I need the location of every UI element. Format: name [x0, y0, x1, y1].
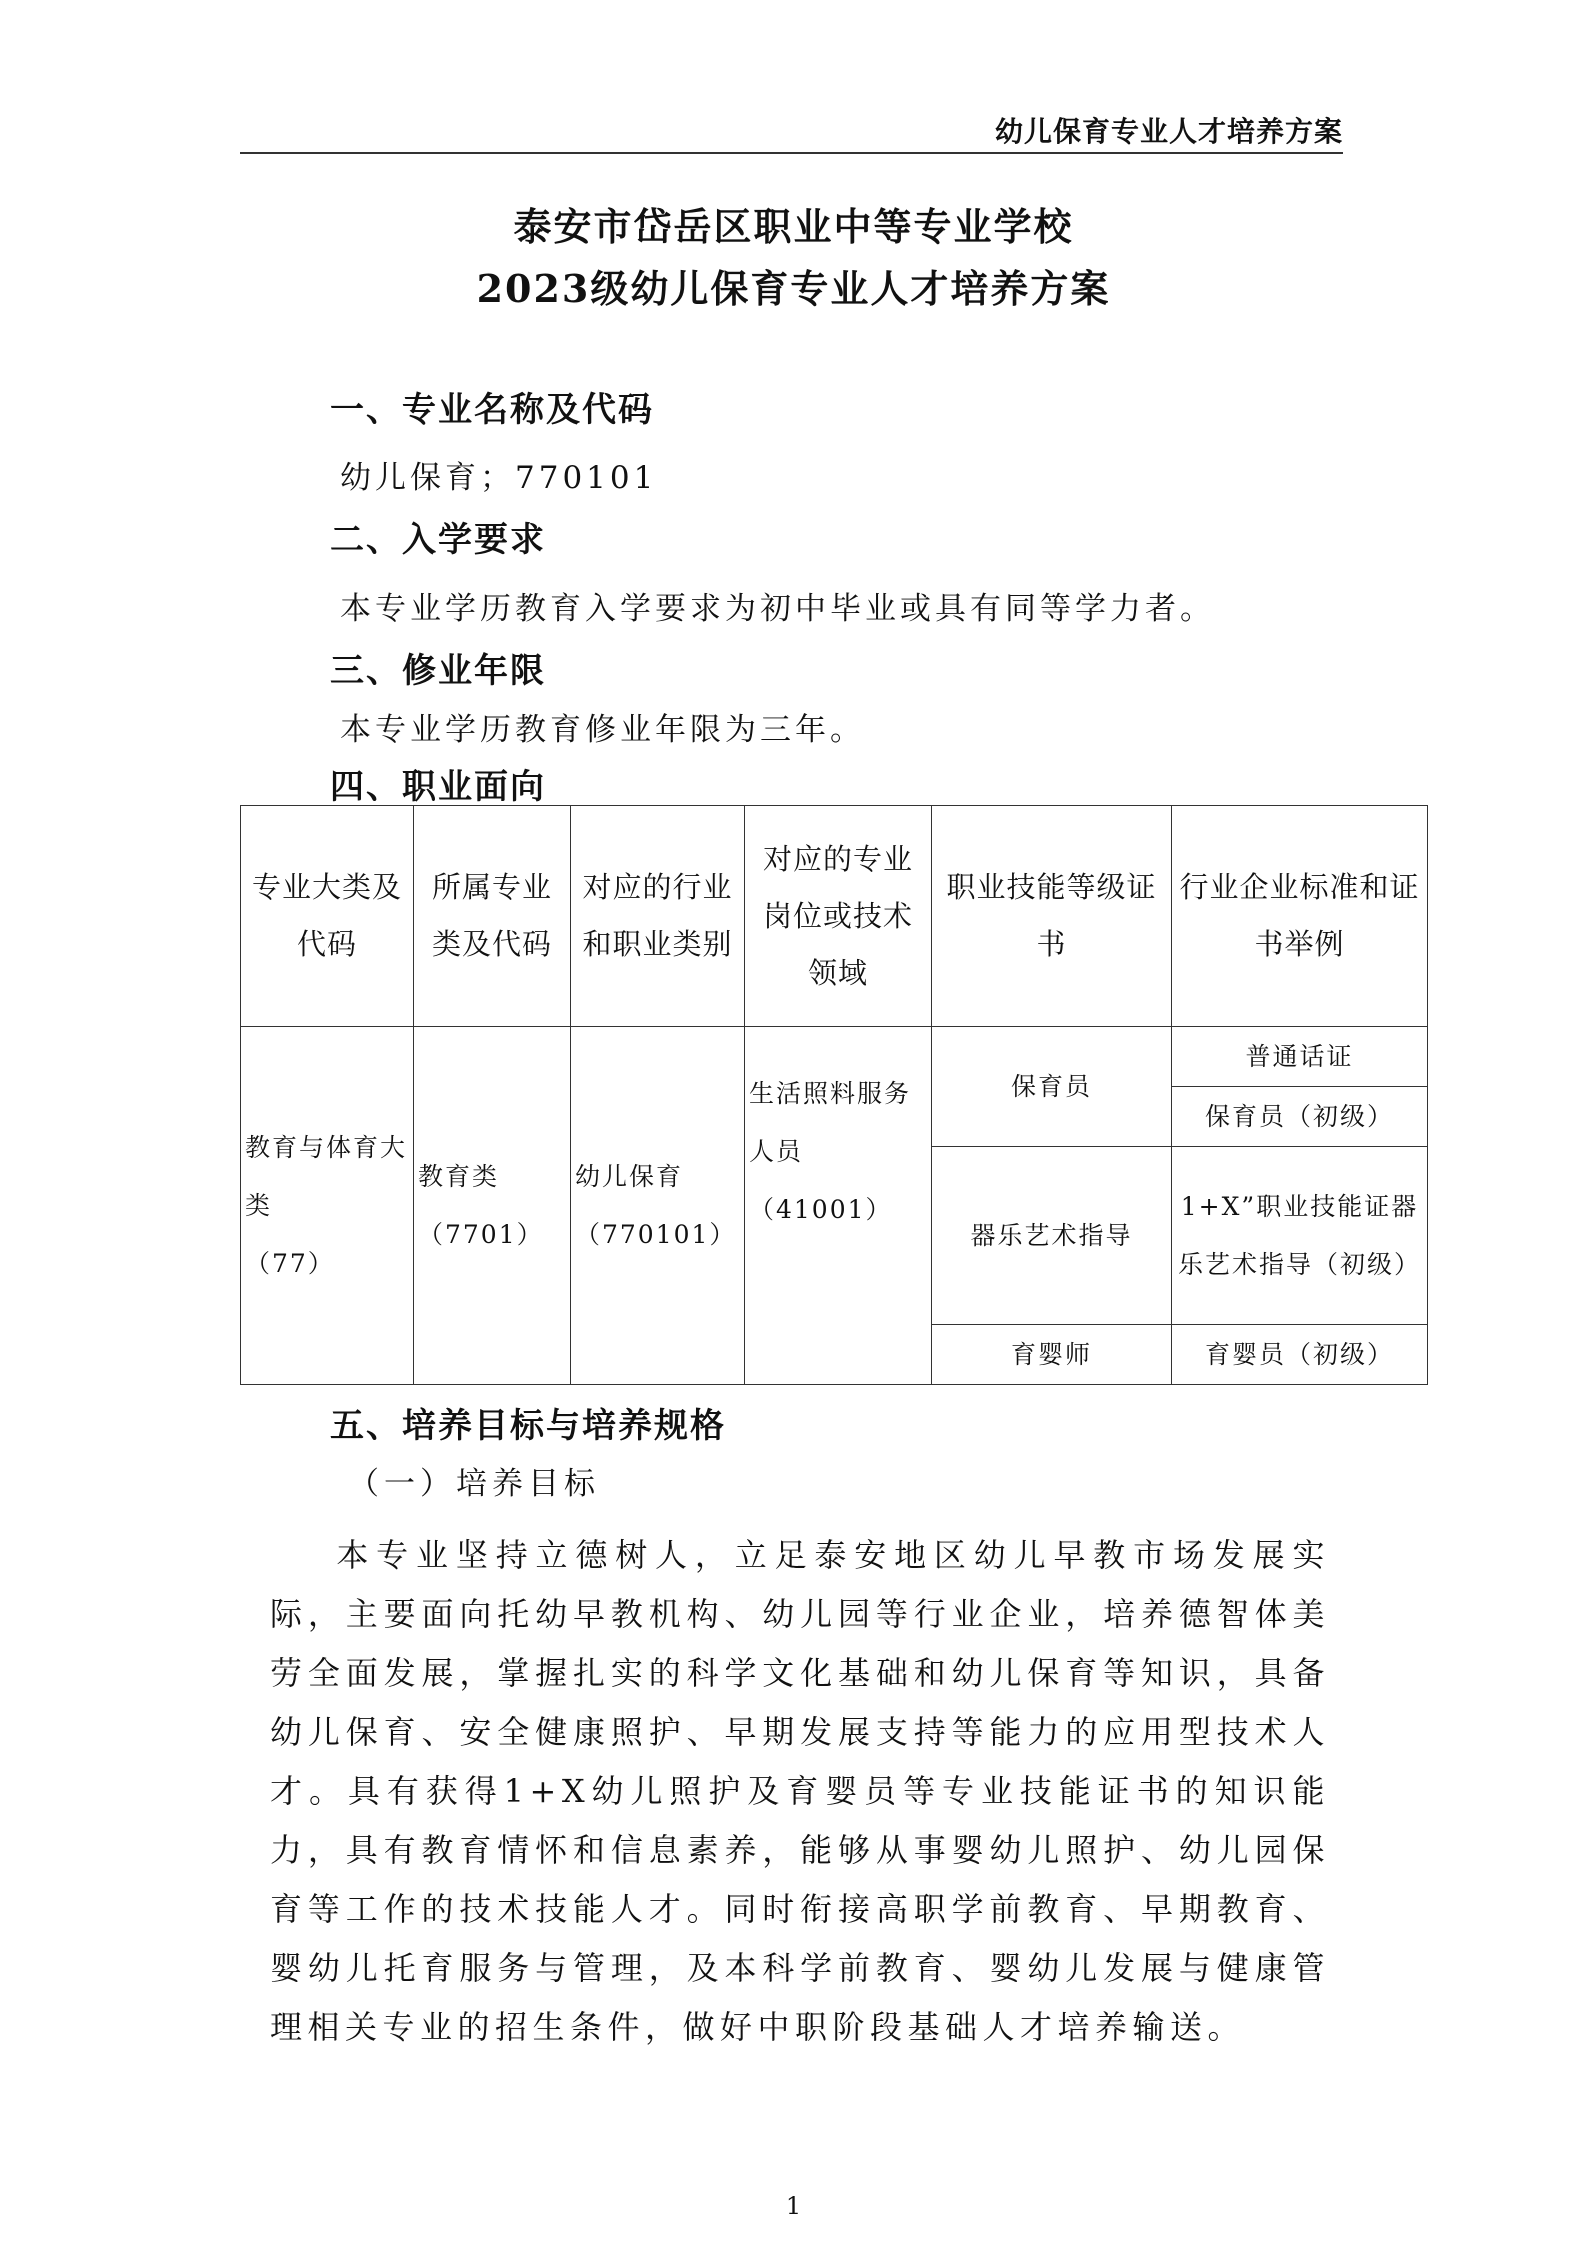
document-title-line2: 2023级幼儿保育专业人才培养方案	[476, 266, 1111, 311]
training-objective-paragraph	[270, 1526, 1330, 2057]
occupation-name: 生活照料服务人员	[749, 1079, 912, 1166]
skill-certificate-cell: 保育员	[932, 1027, 1172, 1147]
document-title-line1: 泰安市岱岳区职业中等专业学校	[513, 204, 1074, 249]
major-category-cell	[241, 1027, 414, 1385]
table-header-cell: 行业企业标准和证书举例	[1172, 806, 1428, 1027]
occupation-cell	[745, 1027, 932, 1385]
running-header-title: 幼儿保育专业人才培养方案	[994, 115, 1343, 148]
occupation-code: （41001）	[749, 1195, 893, 1224]
section-5-subheading: （一）培养目标	[348, 1466, 600, 1502]
major-class-cell	[414, 1027, 571, 1385]
skill-certificate-cell: 育婴师	[932, 1325, 1172, 1385]
running-header	[240, 108, 1343, 154]
table-header-cell: 对应的行业和职业类别	[571, 806, 745, 1027]
certificate-example-cell: 保育员（初级）	[1172, 1087, 1428, 1147]
section-5-heading: 五、培养目标与培养规格	[330, 1406, 726, 1446]
industry-cell	[571, 1027, 745, 1385]
section-3-text: 本专业学历教育修业年限为三年。	[340, 712, 865, 748]
major-category-code: （77）	[245, 1248, 335, 1278]
table-header-row	[241, 806, 1428, 1027]
table-header-cell: 职业技能等级证书	[932, 806, 1172, 1027]
section-2-text: 本专业学历教育入学要求为初中毕业或具有同等学力者。	[340, 591, 1215, 627]
training-objective-text: 本专业坚持立德树人，立足泰安地区幼儿早教市场发展实际，主要面向托幼早教机构、幼儿园等行业企业，培养德智体美劳全面发展，掌握扎实的科学文化基础和幼儿保育等知识，具备幼儿保育、安全健康照护、早期发展支持等能力的应用型技术人才。具有获得1+X幼儿照护及育婴员等专业技能证书的知识能力，具有教育情怀和信息素养，能够从事婴幼儿照护、幼儿园保育等工作的技术技能人才。同时衔接高职学前教育、早期教育、婴幼儿托育服务与管理，及本科学前教育、婴幼儿发展与健康管理相关专业的招生条件，做好中职阶段基础人才培养输送。	[270, 1536, 1330, 2046]
section-2-heading: 二、入学要求	[330, 520, 546, 560]
career-orientation-table	[240, 805, 1428, 1385]
section-1-text: 幼儿保育；770101	[340, 460, 658, 496]
industry-code: （770101）	[575, 1219, 737, 1249]
section-3-heading: 三、修业年限	[330, 651, 546, 691]
major-class-code: （7701）	[418, 1219, 544, 1249]
major-category-name: 教育与体育大类	[245, 1132, 408, 1220]
table-header-cell: 专业大类及代码	[241, 806, 414, 1027]
industry-name: 幼儿保育	[575, 1161, 684, 1191]
table-row	[241, 1027, 1428, 1087]
skill-certificate-cell: 器乐艺术指导	[932, 1147, 1172, 1325]
major-class-name: 教育类	[418, 1161, 500, 1191]
page-number: 1	[785, 2192, 802, 2220]
certificate-example-cell: 育婴员（初级）	[1172, 1325, 1428, 1385]
table-header-cell: 对应的专业岗位或技术领域	[745, 806, 932, 1027]
section-1-heading: 一、专业名称及代码	[330, 390, 654, 430]
section-4-heading: 四、职业面向	[330, 767, 546, 807]
table-header-cell: 所属专业类及代码	[414, 806, 571, 1027]
certificate-example-cell: 普通话证	[1172, 1027, 1428, 1087]
certificate-example-cell: 1+X”职业技能证器乐艺术指导（初级）	[1172, 1147, 1428, 1325]
